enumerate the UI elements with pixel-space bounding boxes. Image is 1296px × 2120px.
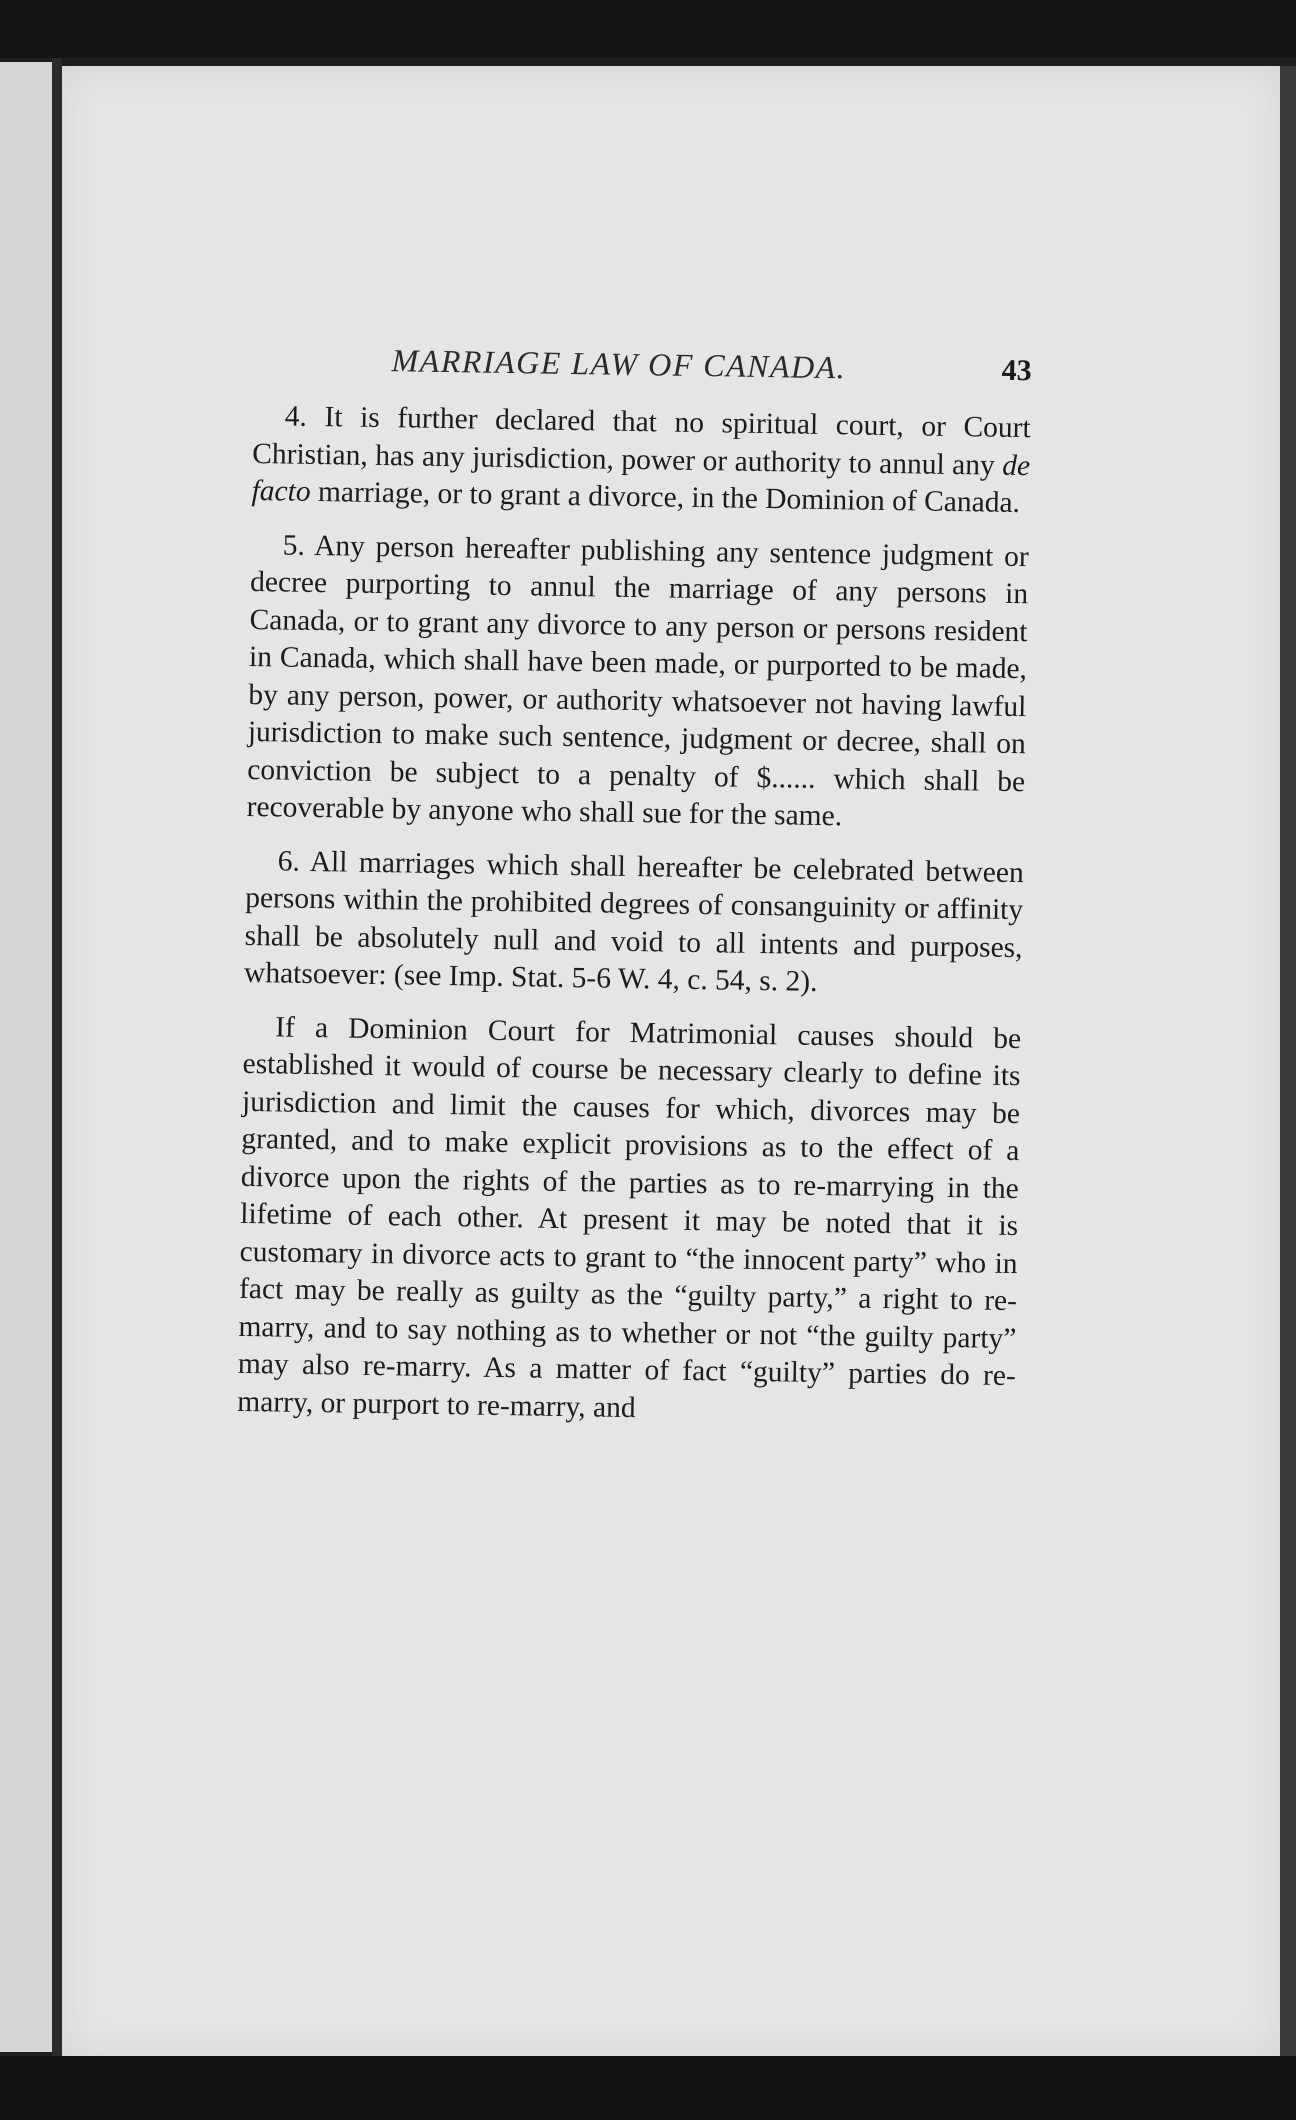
running-head xyxy=(253,340,1032,408)
paragraph-section-6 xyxy=(244,842,1024,1004)
paragraph-text: marriage, or to grant a divorce, in the Dominion of Canada. xyxy=(310,475,1021,520)
page-edge-right xyxy=(1280,66,1296,2056)
paragraph-text: 5. Any person hereafter publishing any sentence judgment or decree purporting to annul the marriage of any persons in Canada, or to grant any divorce to any person or persons resident in Canada, which shall have been made, or purported to be made, by any person, power, or authority whatsoever not having lawful jurisdiction to make such sentence, judgment or decree, shall on conviction be subject to a penalty of $...... which shall be recoverable by anyone who shall sue for the same. xyxy=(246,528,1029,833)
page-number: 43 xyxy=(1001,353,1032,388)
paragraph-section-4 xyxy=(251,398,1031,523)
paragraph-section-5 xyxy=(246,526,1029,838)
book-gutter xyxy=(52,58,62,2058)
facing-page-edge xyxy=(0,62,52,2052)
scan-border-top xyxy=(0,0,1296,58)
paragraph-commentary xyxy=(237,1008,1021,1433)
page-text-block xyxy=(237,340,1032,1433)
paragraph-text: 4. It is further declared that no spiritual court, or Court Christian, has any jurisdiction, power or authority to annul any xyxy=(251,400,1031,482)
running-title: MARRIAGE LAW OF CANADA. xyxy=(391,342,847,386)
paragraph-text: If a Dominion Court for Matrimonial causes should be established it would of course be necessary clearly to define its jurisdiction and limit the causes for which, divorces may be granted, and to make explicit provisions as to the effect of a divorce upon the rights of the parties as to re-marrying in the lifetime of each other. At present it may be noted that it is customary in divorce acts to grant to “the innocent party” who in fact may be really as guilty as the “guilty party,” a right to re-marry, and to say nothing as to whether or not “the guilty party” may also re-marry. As a matter of fact “guilty” parties do re-marry, or purport to re-marry, and xyxy=(237,1010,1022,1424)
emphasis-text: de facto xyxy=(251,449,1031,508)
scan-border-bottom xyxy=(0,2056,1296,2120)
paragraph-text: 6. All marriages which shall hereafter be celebrated between persons within the prohibited degrees of consanguinity or affinity shall be absolutely null and void to all intents and purposes, whatsoever: (see Imp. Stat. 5-6 W. 4, c. 54, s. 2). xyxy=(243,844,1024,998)
